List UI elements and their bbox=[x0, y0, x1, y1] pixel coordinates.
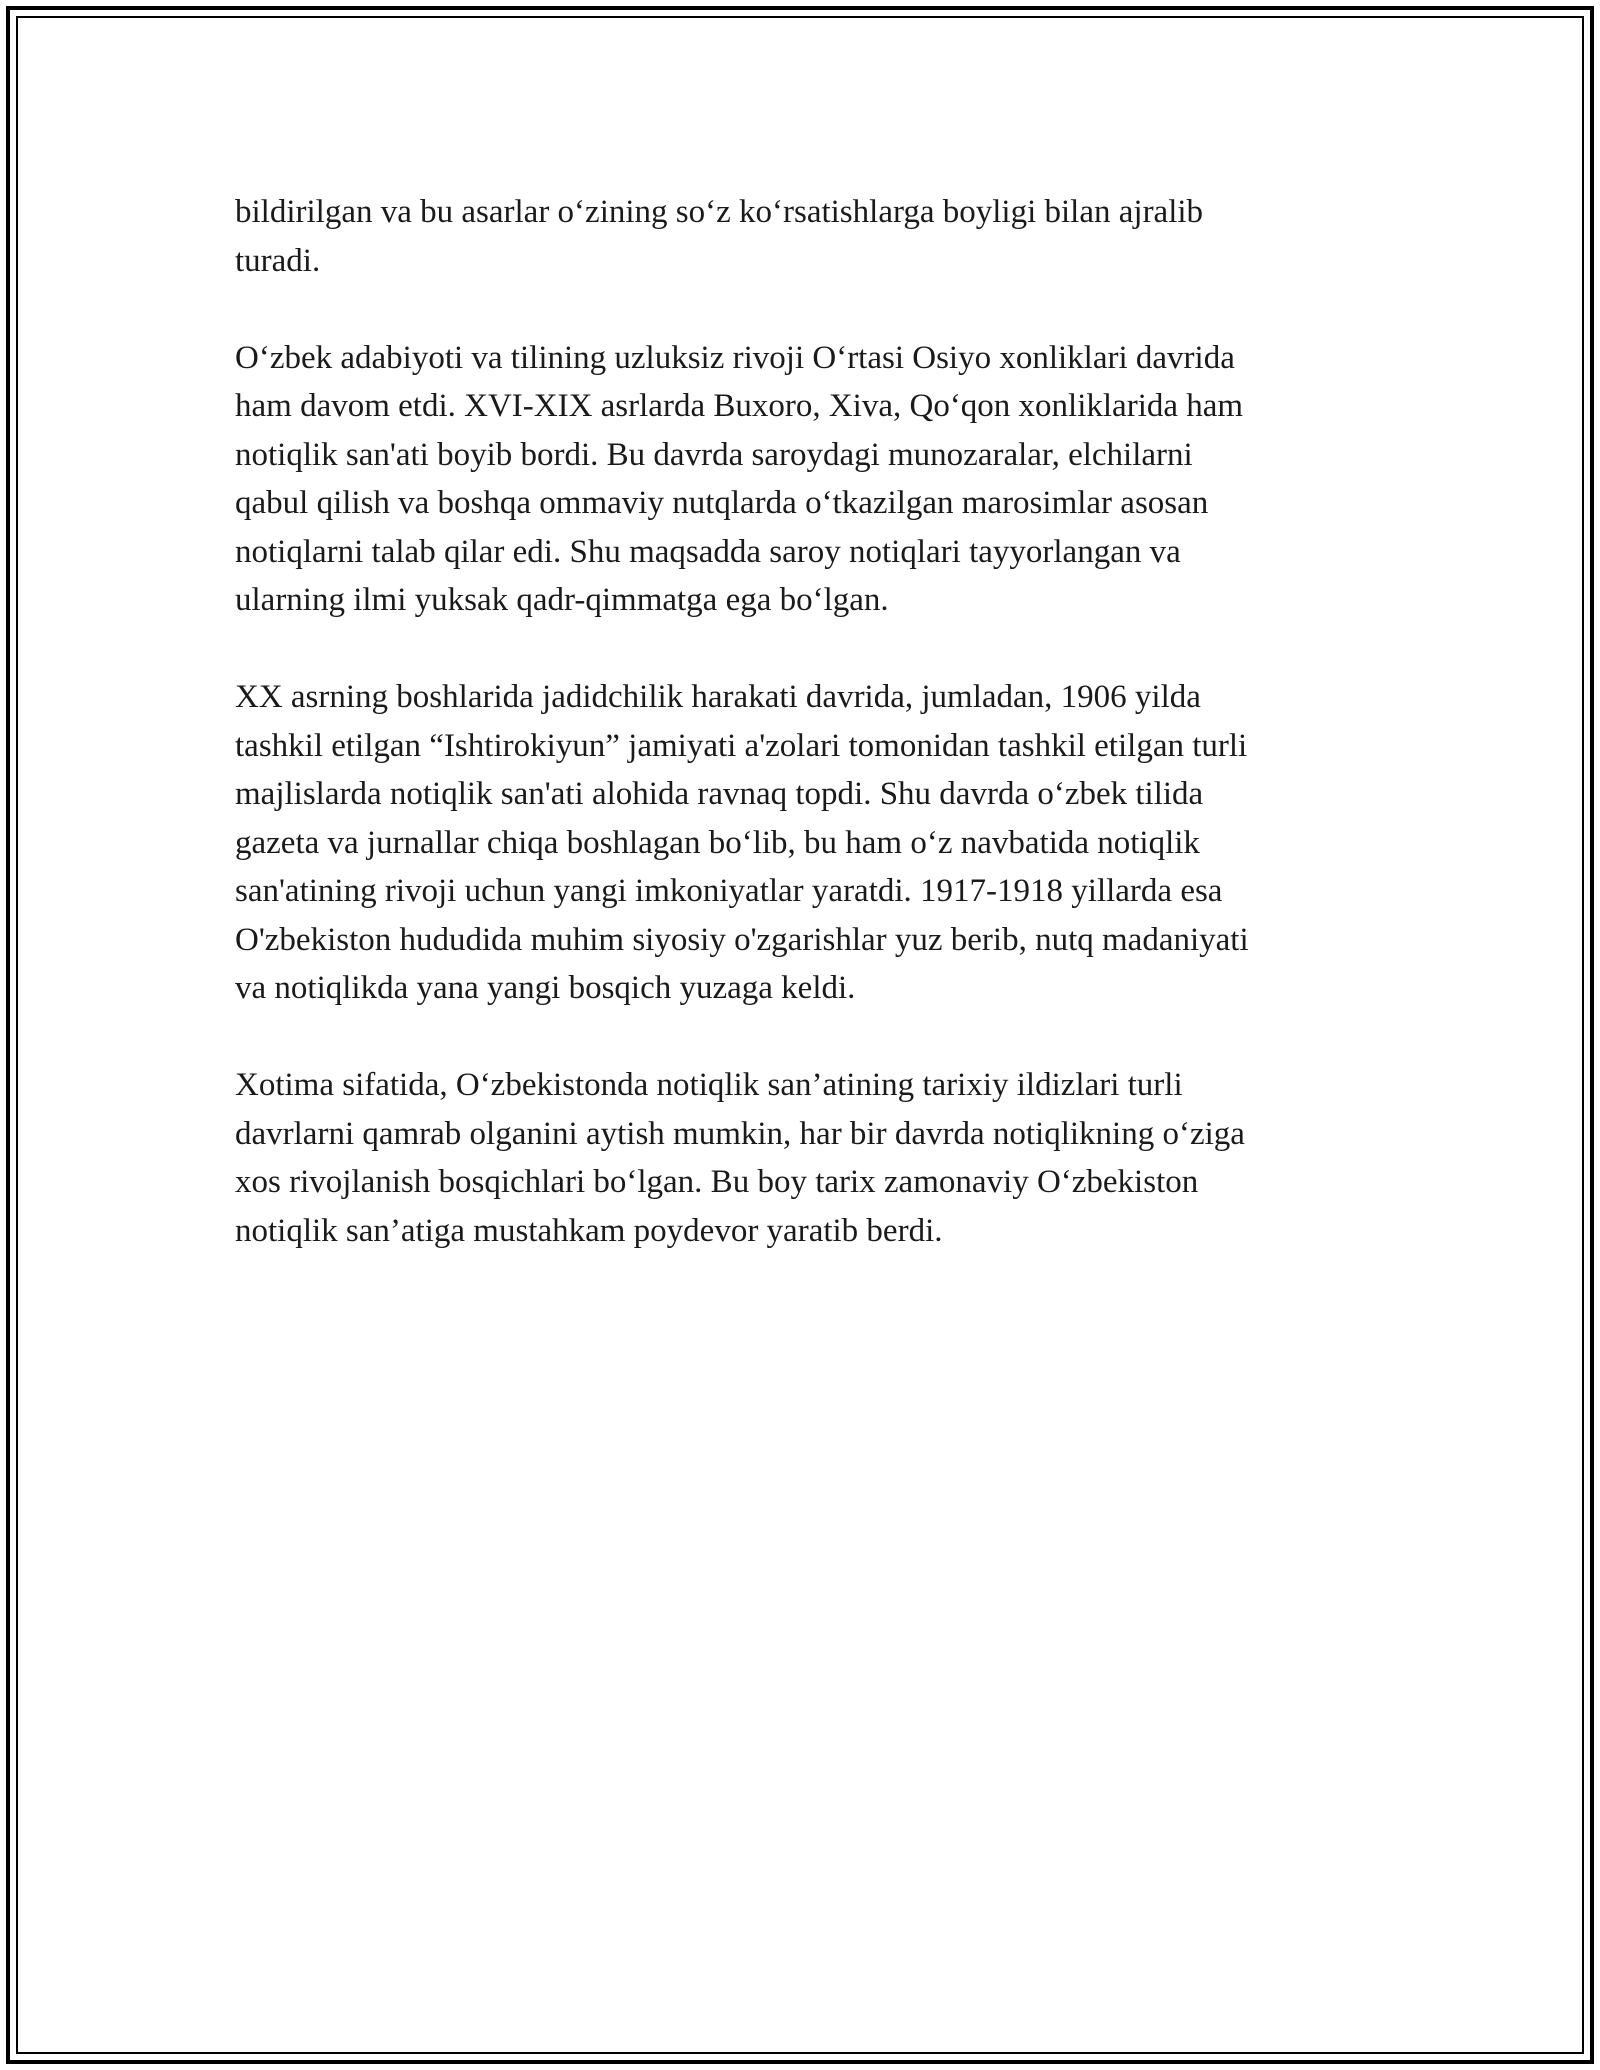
paragraph-1: bildirilgan va bu asarlar o‘zining so‘z ko‘rsatishlarga boyligi bilan ajralib turadi. bbox=[235, 194, 1204, 279]
paragraph-4: Xotima sifatida, O‘zbekistonda notiqlik san’atining tarixiy ildizlari turli davrlarni qamrab olganini aytish mumkin, har bir davrda notiqlikning o‘ziga xos rivojlanish bosqichlari bo‘lgan. Bu boy tarix zamonaviy O‘zbekiston notiqlik san’atiga mustahkam poydevor yaratib berdi. bbox=[235, 1067, 1245, 1249]
document-body bbox=[235, 188, 1375, 1255]
paragraph-2: O‘zbek adabiyoti va tilining uzluksiz rivoji O‘rtasi Osiyo xonliklari davrida ham davom etdi. XVI-XIX asrlarda Buxoro, Xiva, Qo‘qon xonliklarida ham notiqlik san'ati boyib bordi. Bu davrda saroydagi munozaralar, elchilarni qabul qilish va boshqa ommaviy nutqlarda o‘tkazilgan marosimlar asosan notiqlarni talab qilar edi. Shu maqsadda saroy notiqlari tayyorlangan va ularning ilmi yuksak qadr-qimmatga ega bo‘lgan. bbox=[235, 339, 1244, 618]
paragraph-3: XX asrning boshlarida jadidchilik harakati davrida, jumladan, 1906 yilda tashkil etilgan “Ishtirokiyun” jamiyati a'zolari tomonidan tashkil etilgan turli majlislarda notiqlik san'ati alohida ravnaq topdi. Shu davrda o‘zbek tilida gazeta va jurnallar chiqa boshlagan bo‘lib, bu ham o‘z navbatida notiqlik san'atining rivoji uchun yangi imkoniyatlar yaratdi. 1917-1918 yillarda esa O'zbekiston hududida muhim siyosiy o'zgarishlar yuz berib, nutq madaniyati va notiqlikda yana yangi bosqich yuzaga keldi. bbox=[235, 679, 1249, 1006]
